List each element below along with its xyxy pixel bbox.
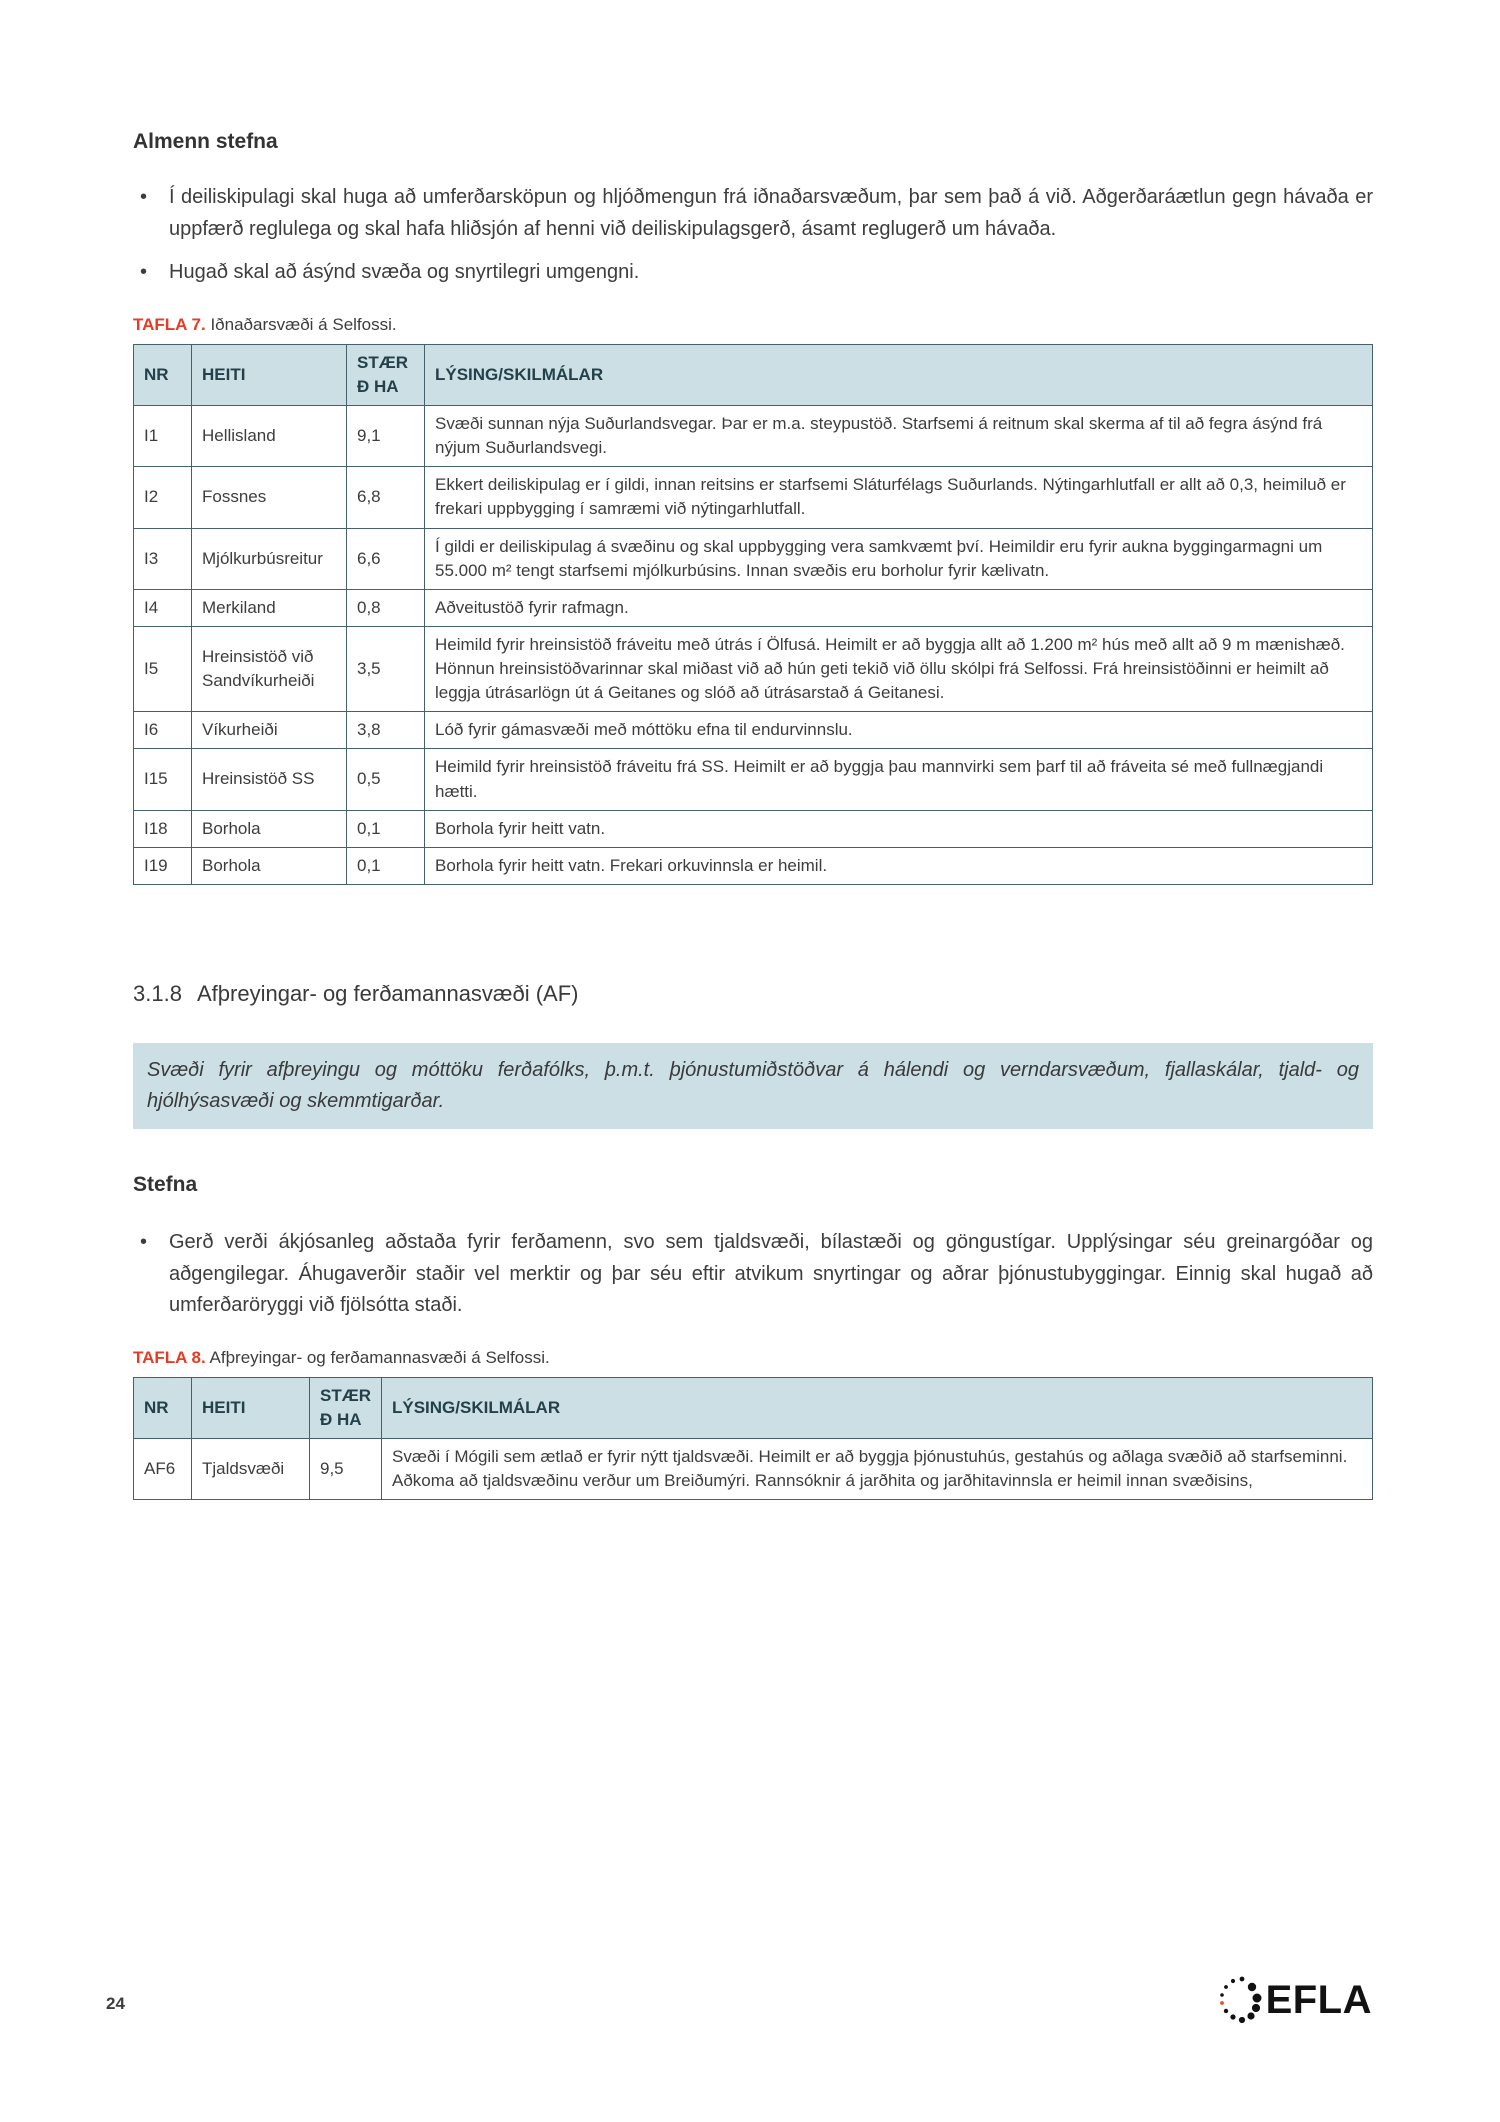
- tafla7-label: TAFLA 7.: [133, 314, 206, 334]
- table-row: [134, 406, 1373, 467]
- bullet-text: Gerð verði ákjósanleg aðstaða fyrir ferðamenn, svo sem tjaldsvæði, bílastæði og göngustígar. Upplýsingar séu greinargóðar og aðgengilegar. Áhugaverðir staðir vel merktir og þar séu eftir atvikum snyrtingar og aðrar þjónustubyggingar. Einnig skal hugað að umferðaröryggi við fjölsótta staði.: [169, 1230, 1373, 1317]
- efla-logo-text: EFLA: [1265, 1978, 1372, 2022]
- cell-heiti: Borhola: [192, 847, 347, 884]
- cell-staerd: 0,8: [347, 589, 425, 626]
- cell-nr: I6: [134, 712, 192, 749]
- bullet-text: Í deiliskipulagi skal huga að umferðarsköpun og hljóðmengun frá iðnaðarsvæðum, þar sem það á við. Aðgerðaráætlun gegn hávaða er uppfærð reglulega og skal hafa hliðsjón af henni við deiliskipulagsgerð, ásamt reglugerð um hávaða.: [169, 186, 1373, 240]
- cell-lysing: Heimild fyrir hreinsistöð fráveitu frá SS. Heimilt er að byggja þau mannvirki sem þarf til að fráveita sé með fullnægjandi hætti.: [425, 749, 1373, 810]
- cell-staerd: 3,5: [347, 626, 425, 711]
- cell-lysing: Borhola fyrir heitt vatn. Frekari orkuvinnsla er heimil.: [425, 847, 1373, 884]
- table-row: [134, 467, 1373, 528]
- page-number: 24: [106, 1994, 125, 2013]
- table-row: [134, 712, 1373, 749]
- cell-heiti: Merkiland: [192, 589, 347, 626]
- header-cell-nr: NR: [134, 344, 192, 405]
- table-header-row: [134, 1377, 1373, 1438]
- table-row: [134, 626, 1373, 711]
- cell-heiti: Mjólkurbúsreitur: [192, 528, 347, 589]
- bullet-item: [133, 1227, 1373, 1322]
- cell-nr: I2: [134, 467, 192, 528]
- cell-staerd: 9,1: [347, 406, 425, 467]
- table-row: [134, 528, 1373, 589]
- header-cell-lysing: LÝSING/SKILMÁLAR: [382, 1377, 1373, 1438]
- tafla7-caption: [133, 315, 1373, 335]
- cell-lysing: Svæði í Mógili sem ætlað er fyrir nýtt tjaldsvæði. Heimilt er að byggja þjónustuhús, gestahús og aðlaga svæðið að starfseminni. Aðkoma að tjaldsvæðinu verður um Breiðumýri. Rannsóknir á jarðhita og jarðhitavinnsla er heimil innan svæðisins,: [382, 1438, 1373, 1499]
- cell-staerd: 9,5: [310, 1438, 382, 1499]
- cell-heiti: Víkurheiði: [192, 712, 347, 749]
- cell-lysing: Lóð fyrir gámasvæði með móttöku efna til endurvinnslu.: [425, 712, 1373, 749]
- cell-heiti: Borhola: [192, 810, 347, 847]
- cell-nr: I4: [134, 589, 192, 626]
- cell-nr: I3: [134, 528, 192, 589]
- cell-heiti: Tjaldsvæði: [192, 1438, 310, 1499]
- cell-staerd: 3,8: [347, 712, 425, 749]
- heading-almenn-stefna: Almenn stefna: [133, 130, 278, 153]
- stefna-bullet-list: [133, 1227, 1373, 1322]
- cell-nr: I5: [134, 626, 192, 711]
- cell-lysing: Í gildi er deiliskipulag á svæðinu og skal uppbygging vera samkvæmt því. Heimildir eru fyrir aukna byggingarmagni um 55.000 m² tengt starfsemi mjólkurbúsins. Innan svæðis eru borholur fyrir kælivatn.: [425, 528, 1373, 589]
- almenn-bullet-list: [133, 182, 1373, 289]
- tafla8-caption-text: Afþreyingar- og ferðamannasvæði á Selfossi.: [209, 1347, 550, 1367]
- heading-stefna: Stefna: [133, 1172, 198, 1196]
- header-cell-heiti: HEITI: [192, 1377, 310, 1438]
- tafla7-caption-text: Iðnaðarsvæði á Selfossi.: [210, 314, 397, 334]
- efla-logo: [1214, 1974, 1372, 2026]
- cell-staerd: 6,8: [347, 467, 425, 528]
- bullet-item: [133, 257, 1373, 289]
- cell-nr: I19: [134, 847, 192, 884]
- tafla7-body: [134, 406, 1373, 885]
- cell-staerd: 0,1: [347, 847, 425, 884]
- definition-text: Svæði fyrir afþreyingu og móttöku ferðafólks, þ.m.t. þjónustumiðstöðvar á hálendi og verndarsvæðum, fjallaskálar, tjald- og hjólhýsasvæði og skemmtigarðar.: [147, 1058, 1359, 1112]
- page-content: [133, 130, 1373, 1500]
- cell-nr: AF6: [134, 1438, 192, 1499]
- section-3-1-8-heading: [133, 981, 1373, 1007]
- cell-heiti: Hreinsistöð við Sandvíkurheiði: [192, 626, 347, 711]
- bullet-text: Hugað skal að ásýnd svæða og snyrtilegri umgengni.: [169, 261, 640, 284]
- section-title: Afþreyingar- og ferðamannasvæði (AF): [197, 980, 579, 1006]
- header-cell-heiti: HEITI: [192, 344, 347, 405]
- section-number: 3.1.8: [133, 980, 182, 1006]
- tafla7-header: [134, 344, 1373, 405]
- cell-lysing: Aðveitustöð fyrir rafmagn.: [425, 589, 1373, 626]
- bullet-item: [133, 182, 1373, 245]
- table-row: [134, 749, 1373, 810]
- cell-heiti: Hellisland: [192, 406, 347, 467]
- tafla8-caption: [133, 1348, 1373, 1368]
- cell-staerd: 0,5: [347, 749, 425, 810]
- cell-heiti: Fossnes: [192, 467, 347, 528]
- table-row: [134, 1438, 1373, 1499]
- cell-nr: I18: [134, 810, 192, 847]
- tafla8-table: [133, 1377, 1373, 1501]
- tafla8-label: TAFLA 8.: [133, 1347, 206, 1367]
- cell-lysing: Heimild fyrir hreinsistöð fráveitu með útrás í Ölfusá. Heimilt er að byggja allt að 1.200 m² hús með allt að 9 m mænishæð. Hönnun hreinsistöðvarinnar skal miðast við að hún geti tekið við öllu skólpi frá Selfossi. Frá hreinsistöðinni er heimilt að leggja útrásarlögn út á Geitanes og slóð að útrásarstað á Geitanesi.: [425, 626, 1373, 711]
- tafla7-table: [133, 344, 1373, 885]
- definition-box: [133, 1043, 1373, 1129]
- header-cell-lysing: LÝSING/SKILMÁLAR: [425, 344, 1373, 405]
- cell-lysing: Ekkert deiliskipulag er í gildi, innan reitsins er starfsemi Sláturfélags Suðurlands. Nýtingarhlutfall er allt að 0,3, heimiluð er frekari uppbygging í samræmi við nýtingarhlutfall.: [425, 467, 1373, 528]
- tafla8-body: [134, 1438, 1373, 1499]
- table-row: [134, 589, 1373, 626]
- cell-lysing: Borhola fyrir heitt vatn.: [425, 810, 1373, 847]
- header-cell-staerd: STÆRÐ HA: [347, 344, 425, 405]
- header-cell-staerd: STÆRÐ HA: [310, 1377, 382, 1438]
- header-cell-nr: NR: [134, 1377, 192, 1438]
- table-header-row: [134, 344, 1373, 405]
- cell-staerd: 0,1: [347, 810, 425, 847]
- cell-lysing: Svæði sunnan nýja Suðurlandsvegar. Þar er m.a. steypustöð. Starfsemi á reitnum skal skerma af til að fegra ásýnd frá nýjum Suðurlandsvegi.: [425, 406, 1373, 467]
- cell-nr: I1: [134, 406, 192, 467]
- efla-logo-dots-icon: [1214, 1974, 1262, 2026]
- cell-staerd: 6,6: [347, 528, 425, 589]
- cell-nr: I15: [134, 749, 192, 810]
- table-row: [134, 810, 1373, 847]
- tafla8-header: [134, 1377, 1373, 1438]
- table-row: [134, 847, 1373, 884]
- cell-heiti: Hreinsistöð SS: [192, 749, 347, 810]
